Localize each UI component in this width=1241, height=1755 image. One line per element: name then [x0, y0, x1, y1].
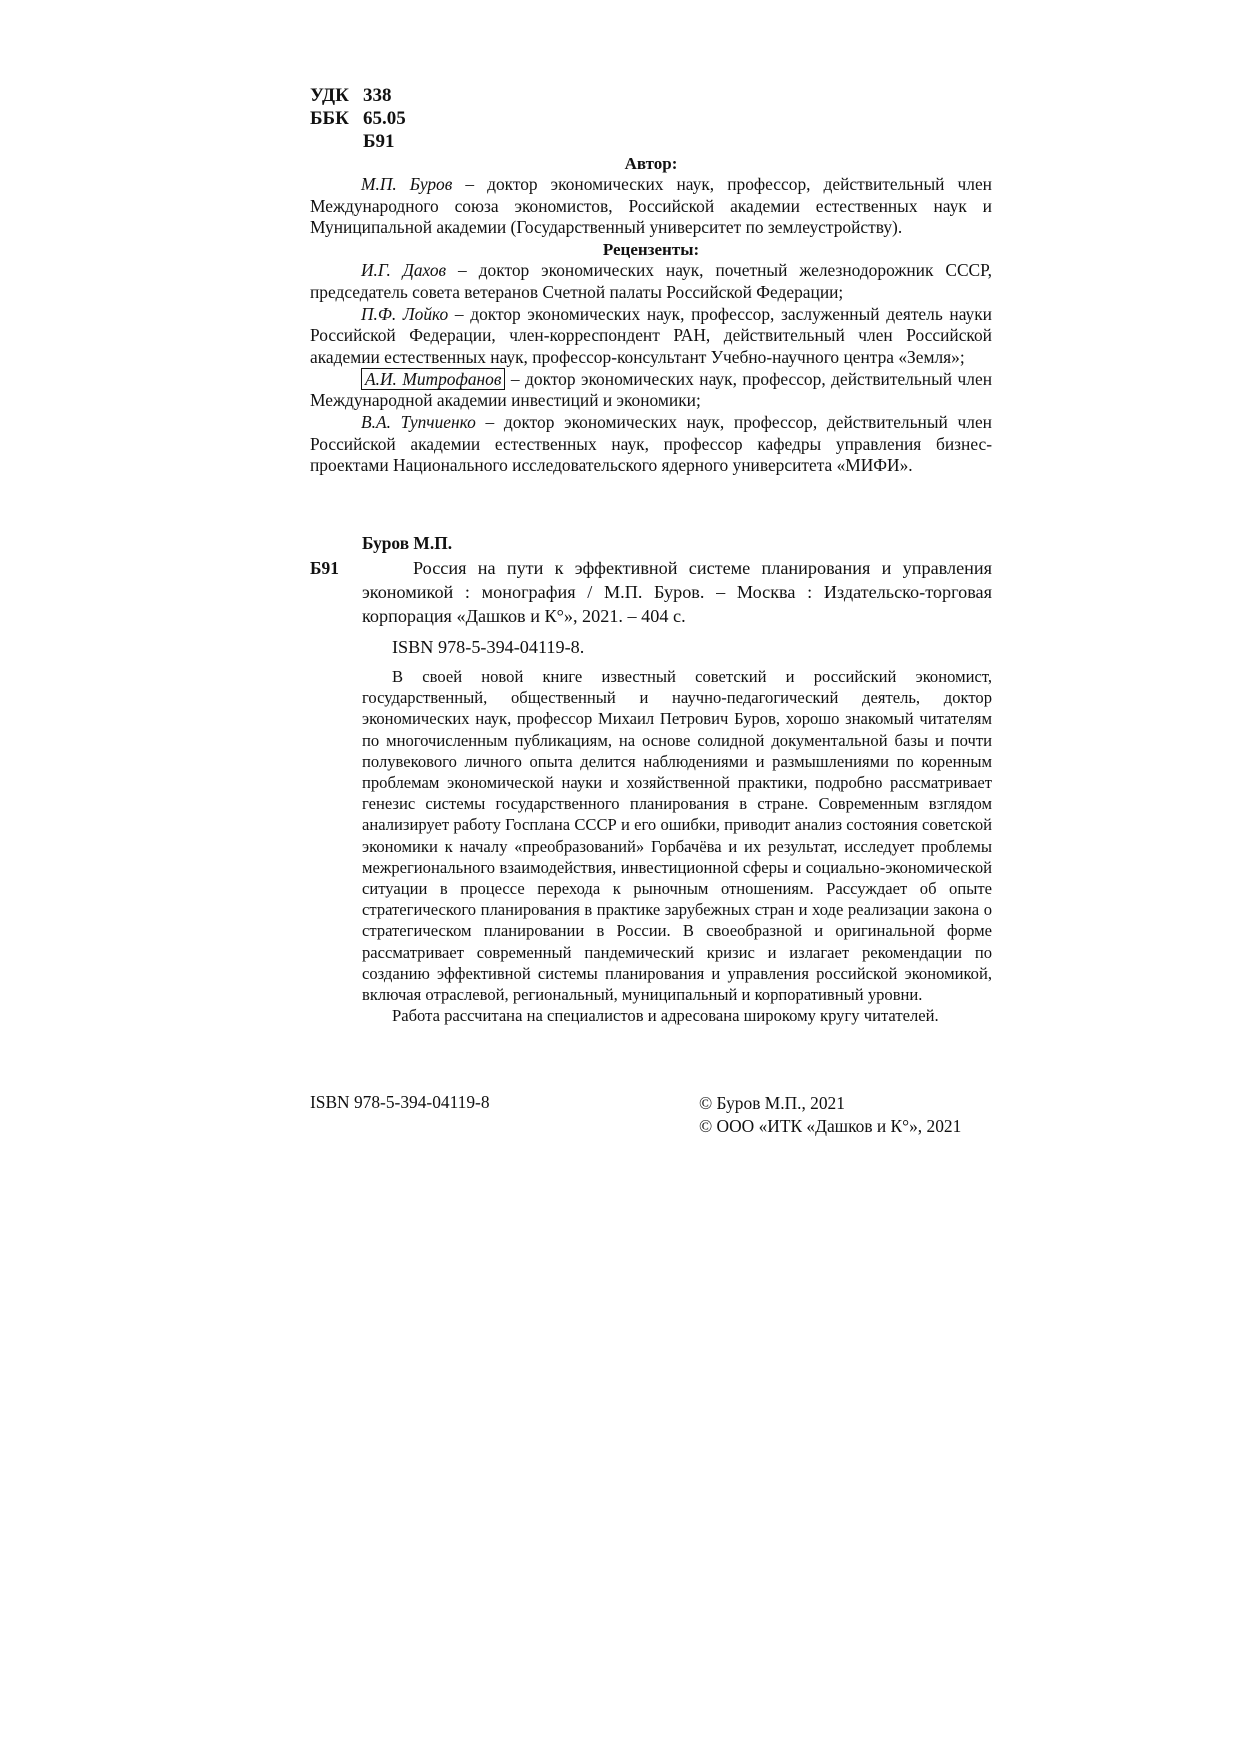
udk-value: 338: [363, 85, 392, 106]
classification-codes: [310, 84, 406, 153]
author-name: М.П. Буров: [361, 174, 453, 194]
reviewer-name: В.А. Тупчиенко: [361, 412, 476, 433]
reviewer-paragraph: [310, 304, 992, 369]
reviewers-heading: Рецензенты:: [602, 240, 700, 260]
reviewer-paragraph: [310, 412, 992, 477]
entry-description: Россия на пути к эффективной системе планирования и управления экономикой : монография / М.П. Буров. – Москва : Издательско-торговая корпорация «Дашков и К°», 2021. – 404 с.: [362, 558, 992, 626]
reviewer-description: – доктор экономических наук, профессор, действительный член Международной академии инвестиций и экономики;: [310, 368, 992, 411]
author-paragraph: [310, 174, 992, 239]
udk-label: УДК: [310, 85, 349, 106]
bbk-value: 65.05: [363, 108, 406, 129]
entry-isbn: ISBN 978-5-394-04119-8.: [392, 637, 585, 657]
copyright-publisher: © ООО «ИТК «Дашков и К°», 2021: [699, 1116, 962, 1136]
bbk-row: [310, 107, 406, 130]
udk-row: [310, 84, 406, 107]
copyright-block: [699, 1092, 961, 1138]
copyright-author: © Буров М.П., 2021: [699, 1093, 845, 1113]
author-mark: Б91: [363, 131, 395, 152]
reviewer-name: И.Г. Дахов: [361, 260, 447, 281]
reviewer-name-boxed: А.И. Митрофанов: [361, 368, 505, 390]
abstract-paragraph: В своей новой книге известный советский и российский экономист, государственный, общественный и научно-педагогический деятель, доктор экономических наук, профессор Михаил Петрович Буров, хорошо знакомый читателям по многочисленным публикациям, на основе солидной документальной базы и почти полувекового личного опыта делится наблюдениями и размышлениями по коренным проблемам экономической науки и хозяйственной практики, подробно рассматривает генезис системы государственного планирования в стране. Современным взглядом анализирует работу Госплана СССР и его ошибки, приводит анализ состояния советской экономики к началу «преобразований» Горбачёва и их результат, исследует проблемы межрегионального взаимодействия, инвестиционной сферы и социально-экономической ситуации в процессе перехода к рыночным отношениям. Рассуждает об опыте стратегического планирования в практике зарубежных стран и ходе реализации закона о стратегическом планировании в России. В своеобразной и оригинальной форме рассматривает современный пандемический кризис и излагает рекомендации по созданию эффективной системы планирования и управления российской экономикой, включая отраслевой, региональный, муниципальный и корпоративный уровни.: [362, 667, 992, 1005]
author-heading: Автор:: [624, 154, 678, 173]
reviewer-paragraph: [310, 369, 992, 412]
authors-section: [310, 153, 992, 477]
reviewer-description: – доктор экономических наук, профессор, заслуженный деятель науки Российской Федерации, член-корреспондент РАН, действительный член Российской академии естественных наук, профессор-консультант Учебно-научного центра «Земля»;: [310, 303, 992, 367]
abstract: [362, 666, 992, 1026]
author-description: – доктор экономических наук, профессор, действительный член Международного союза экономистов, Российской академии естественных наук и Муниципальной академии (Государственный университет по землеустройству).: [310, 174, 992, 238]
footer-isbn: ISBN 978-5-394-04119-8: [310, 1092, 490, 1112]
abstract-paragraph: Работа рассчитана на специалистов и адресована широкому кругу читателей.: [392, 1006, 939, 1026]
bbk-label: ББК: [310, 108, 349, 129]
entry-author-heading: Буров М.П.: [362, 533, 453, 553]
reviewer-description: – доктор экономических наук, почетный железнодорожник СССР, председатель совета ветеранов Счетной палаты Российской Федерации;: [310, 260, 993, 302]
reviewer-paragraph: [310, 260, 992, 303]
reviewer-name: П.Ф. Лойко: [361, 303, 449, 324]
entry-code: Б91: [310, 558, 339, 578]
reviewer-description: – доктор экономических наук, профессор, действительный член Российской академии естественных наук, профессор кафедры управления бизнес-проектами Национального исследовательского ядерного университета «МИФИ».: [310, 412, 992, 476]
